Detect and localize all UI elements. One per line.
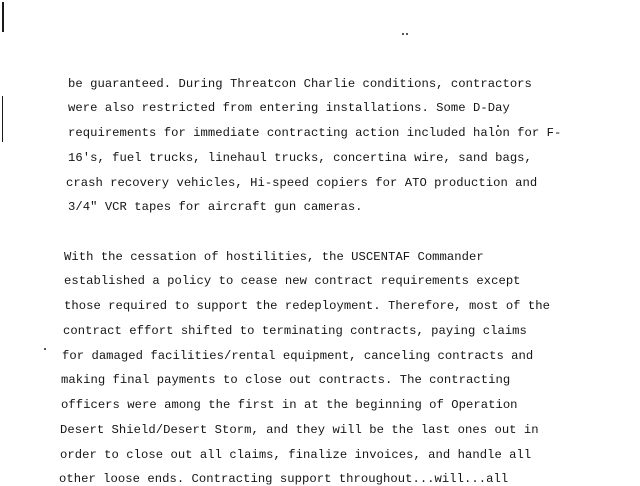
paragraph-2-line: making final payments to close out contracts. The contracting [61,373,511,387]
paragraph-2-line: contract effort shifted to terminating contracts, paying claims [63,324,527,338]
paragraph-1-line: requirements for immediate contracting action included halon for F- [68,126,562,140]
paragraph-2-line: With the cessation of hostilities, the USCENTAF Commander [64,250,484,264]
paragraph-1-line: 16's, fuel trucks, linehaul trucks, concertina wire, sand bags, [68,151,532,165]
scan-speck [44,348,46,350]
paragraph-2-line: for damaged facilities/rental equipment, canceling contracts and [62,349,534,363]
paragraph-1-line: be guaranteed. During Threatcon Charlie conditions, contractors [68,77,532,91]
paragraph-2-line: other loose ends. Contracting support throughout...will...all [59,472,509,486]
paragraph-1-line: were also restricted from entering installations. Some D-Day [68,101,510,115]
paragraph-2-line: established a policy to cease new contract requirements except [64,274,521,288]
scan-speck [406,33,408,35]
scan-speck [402,33,404,35]
scan-margin-mark [2,2,4,32]
paragraph-2-line: those required to support the redeployment. Therefore, most of the [64,299,551,313]
paragraph-1-line: 3/4" VCR tapes for aircraft gun cameras. [68,200,363,214]
scan-margin-mark [2,96,3,142]
paragraph-2-line: order to close out all claims, finalize invoices, and handle all [60,448,532,462]
paragraph-1-line: crash recovery vehicles, Hi-speed copiers for ATO production and [66,176,538,190]
paragraph-2-line: officers were among the first in at the beginning of Operation [61,398,518,412]
paragraph-2-line: Desert Shield/Desert Storm, and they will be the last ones out in [60,423,539,437]
